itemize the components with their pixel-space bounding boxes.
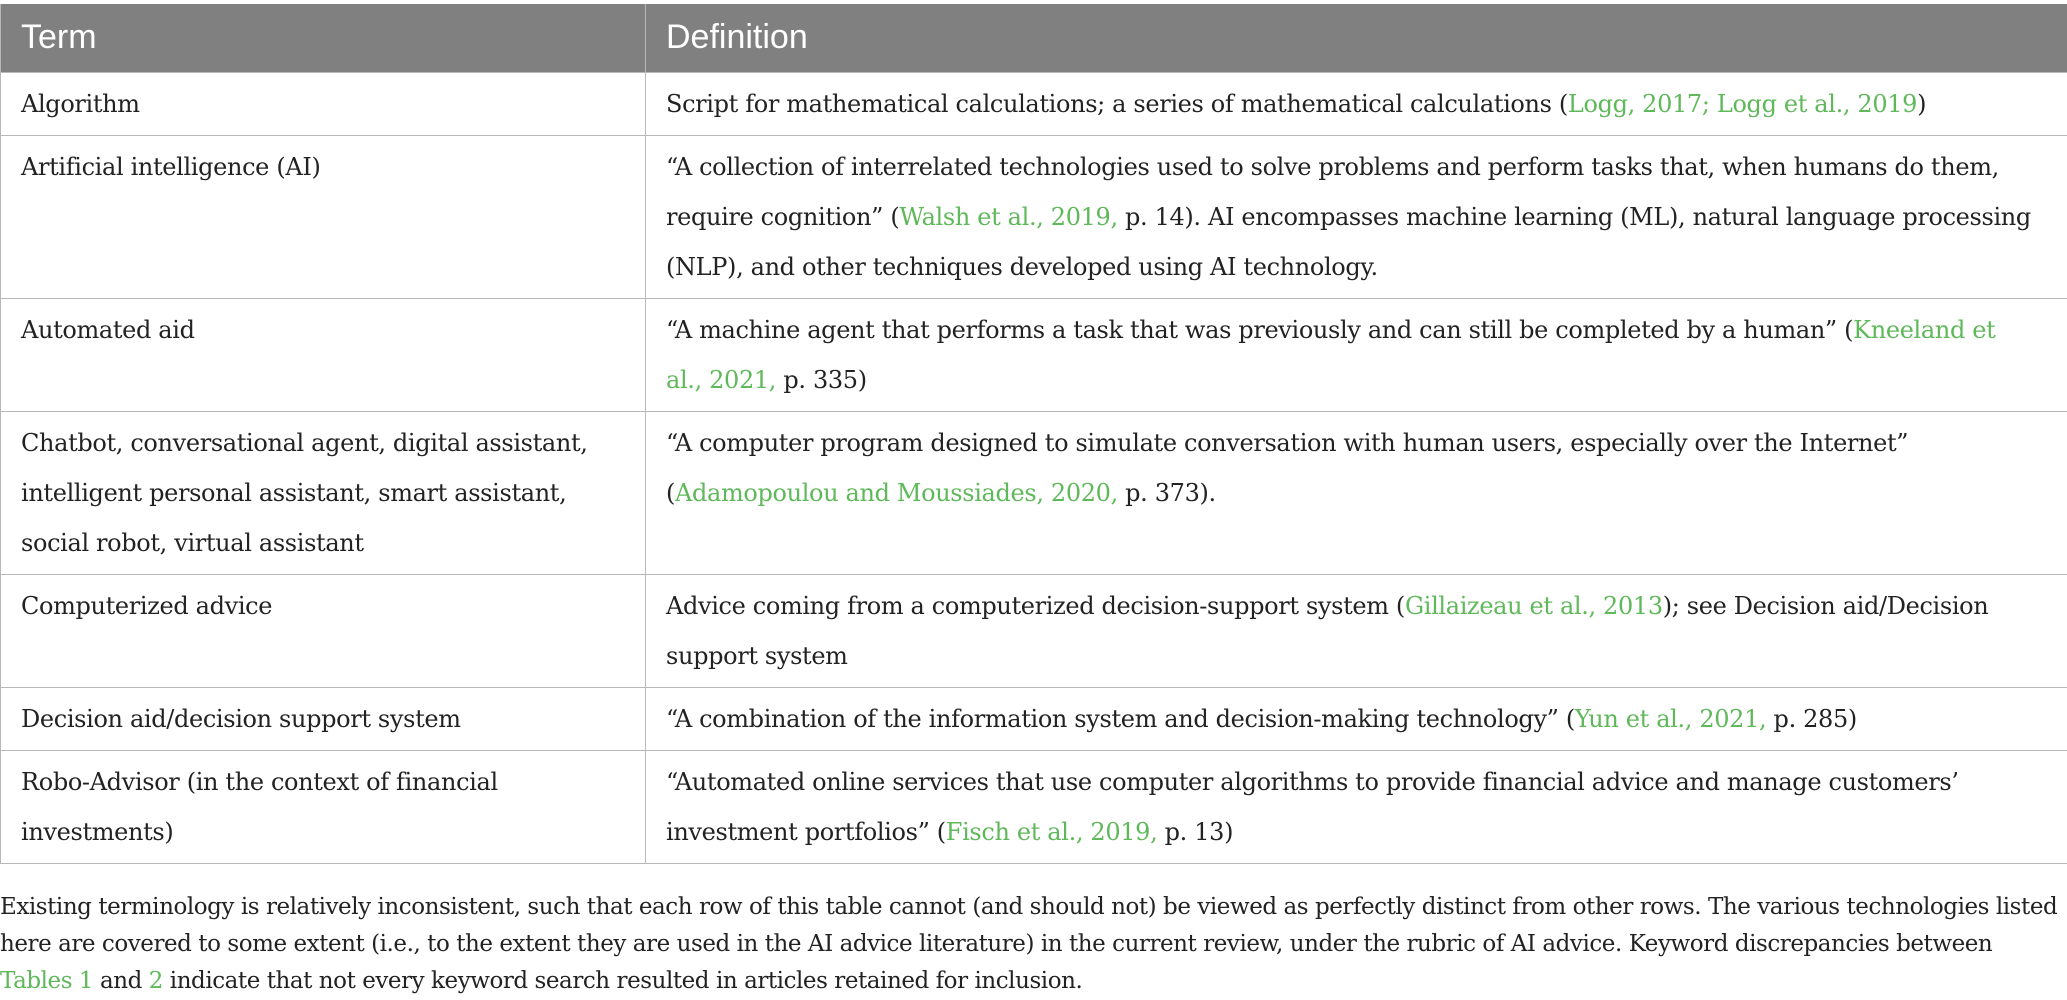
citation-link[interactable]: Adamopoulou and Moussiades, 2020, [675, 479, 1118, 507]
citation-link[interactable]: Yun et al., 2021, [1575, 705, 1766, 733]
citation-link[interactable]: Fisch et al., 2019, [946, 818, 1158, 846]
citation-link[interactable]: Kneeland et al., 2021, [666, 316, 1995, 394]
table-row [1, 687, 2067, 750]
citation-link[interactable]: Gillaizeau et al., 2013 [1405, 592, 1663, 620]
table-row [1, 135, 2067, 298]
term-cell: Robo-Advisor (in the context of financial investments) [1, 750, 646, 863]
definition-text: ); see Decision aid/Decision support system [666, 592, 1988, 670]
term-cell: Artificial intelligence (AI) [1, 135, 646, 298]
footnote-text: and [93, 968, 149, 994]
citation-link[interactable]: Walsh et al., 2019, [899, 203, 1117, 231]
definition-text: p. 335) [776, 366, 867, 394]
term-cell: Computerized advice [1, 574, 646, 687]
table-row [1, 298, 2067, 411]
term-cell: Decision aid/decision support system [1, 687, 646, 750]
table-footnote [0, 889, 2060, 1000]
definition-text: Advice coming from a computerized decision-support system ( [666, 592, 1405, 620]
definition-cell [646, 687, 2067, 750]
column-header-term: Term [1, 4, 646, 72]
table-1-link[interactable]: Tables 1 [0, 968, 93, 994]
terminology-table [0, 4, 2067, 864]
table-row [1, 574, 2067, 687]
definition-cell [646, 298, 2067, 411]
definition-text: p. 285) [1766, 705, 1857, 733]
table-row [1, 750, 2067, 863]
table-2-link[interactable]: 2 [149, 968, 163, 994]
definition-cell [646, 135, 2067, 298]
table-header-row [1, 4, 2067, 72]
definition-text: ) [1917, 90, 1926, 118]
definition-cell [646, 411, 2067, 574]
definition-text: p. 373). [1118, 479, 1216, 507]
definition-cell [646, 72, 2067, 135]
table-row [1, 411, 2067, 574]
column-header-definition: Definition [646, 4, 2067, 72]
definition-text: “Automated online services that use computer algorithms to provide financial advice and manage customers’ investment portfolios” ( [666, 768, 1959, 846]
definition-text: p. 14). AI encompasses machine learning (ML), natural language processing (NLP), and other techniques developed using AI technology. [666, 203, 2031, 281]
term-cell: Automated aid [1, 298, 646, 411]
citation-link[interactable]: Logg, 2017; Logg et al., 2019 [1568, 90, 1917, 118]
term-cell: Algorithm [1, 72, 646, 135]
definition-text: “A computer program designed to simulate conversation with human users, especially over the Internet” ( [666, 429, 1908, 507]
definition-text: “A collection of interrelated technologies used to solve problems and perform tasks that, when humans do them, require cognition” ( [666, 153, 1999, 231]
definition-cell [646, 750, 2067, 863]
definition-text: p. 13) [1157, 818, 1233, 846]
footnote-text: indicate that not every keyword search resulted in articles retained for inclusion. [163, 968, 1082, 994]
definition-text: Script for mathematical calculations; a series of mathematical calculations ( [666, 90, 1568, 118]
term-cell: Chatbot, conversational agent, digital assistant, intelligent personal assistant, smart assistant, social robot, virtual assistant [1, 411, 646, 574]
footnote-text: Existing terminology is relatively inconsistent, such that each row of this table cannot (and should not) be viewed as perfectly distinct from other rows. The various technologies listed here are covered to some extent (i.e., to the extent they are used in the AI advice literature) in the current review, under the rubric of AI advice. Keyword discrepancies between [0, 894, 2057, 957]
table-row [1, 72, 2067, 135]
definition-cell [646, 574, 2067, 687]
definition-text: “A combination of the information system and decision-making technology” ( [666, 705, 1575, 733]
definition-text: “A machine agent that performs a task that was previously and can still be completed by a human” ( [666, 316, 1853, 344]
